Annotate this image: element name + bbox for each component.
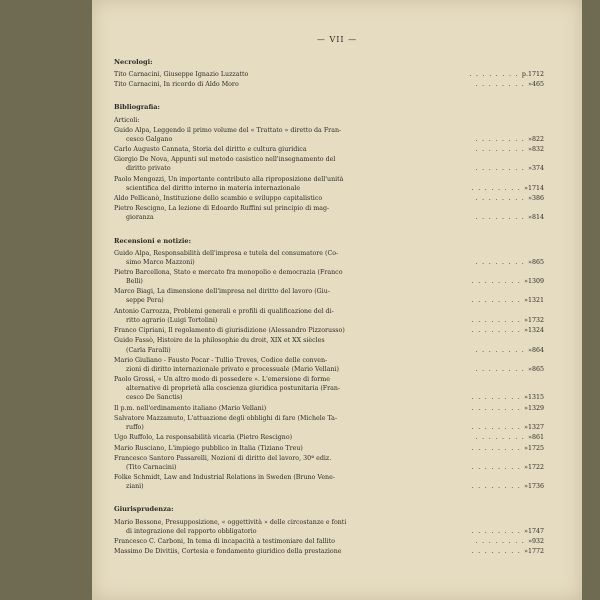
leader-dots: . . . . . . . . xyxy=(471,278,522,286)
entry-text-block xyxy=(114,444,486,453)
page-prefix: » xyxy=(524,184,528,192)
toc-entry xyxy=(114,268,544,286)
page-number: 465 xyxy=(531,81,544,89)
entry-text: Mario Bessone, Presupposizione, « oggettività » delle circostanze e fonti xyxy=(114,518,347,526)
page-reference xyxy=(471,287,544,305)
leader-dots: . . . . . . . . xyxy=(471,424,522,431)
toc-entry xyxy=(114,194,544,203)
entry-continuation: alternative di proprietà alla coscienza giuridica postunitaria (Fran- xyxy=(126,385,341,393)
toc-entry xyxy=(114,287,544,305)
entry-text-block xyxy=(114,433,486,442)
entry-text: Mario Rusciano, L'impiego pubblico in Italia (Tiziano Treu) xyxy=(114,444,303,452)
page-number: 1722 xyxy=(527,463,544,471)
page-reference xyxy=(475,336,544,354)
leader-dots: . . . . . . . . xyxy=(471,444,522,452)
toc-entry xyxy=(114,537,544,546)
page-reference xyxy=(471,175,544,193)
toc-entry xyxy=(114,444,544,453)
entry-text-block xyxy=(114,145,486,154)
page-header: — VII — xyxy=(316,35,358,44)
page-reference xyxy=(475,155,544,173)
entry-continuation: (Tito Carnacini) xyxy=(126,463,177,471)
entry-text-block xyxy=(114,518,486,536)
entry-text: Mario Giuliano - Fausto Pocar - Tullio Treves, Codice delle conven- xyxy=(114,356,328,364)
leader-dots: . . . . . . . . xyxy=(471,184,522,192)
page-number: 1321 xyxy=(527,297,544,305)
toc-entry xyxy=(114,454,544,472)
entry-text: Massimo De Divitiis, Cortesia e fondamento giuridico della prestazione xyxy=(114,548,342,556)
page-prefix: » xyxy=(524,463,528,471)
page-prefix: » xyxy=(528,258,532,266)
leader-dots: . . . . . . . . xyxy=(471,463,522,471)
page-reference xyxy=(471,414,544,432)
entry-continuation: (Carla Faralli) xyxy=(126,346,171,354)
entry-text-block xyxy=(114,155,486,173)
entry-text: Guido Alpa, Responsabilità dell'impresa e tutela del consumatore (Co- xyxy=(114,249,339,257)
page-number: 1327 xyxy=(527,424,544,431)
page-reference xyxy=(475,194,544,203)
page-number: 822 xyxy=(531,135,544,143)
toc-entry xyxy=(114,433,544,442)
entry-text-block xyxy=(114,454,486,472)
section-title: Necrologi: xyxy=(114,58,153,66)
page-reference xyxy=(475,145,544,154)
leader-dots: . . . . . . . . xyxy=(471,297,522,305)
page-reference xyxy=(475,126,544,144)
page-number: 386 xyxy=(531,195,544,203)
entry-continuation: simo Marco Mazzoni) xyxy=(126,258,195,266)
page-reference xyxy=(475,249,544,267)
leader-dots: . . . . . . . . xyxy=(475,258,526,266)
entry-text-block xyxy=(114,194,486,203)
entry-text: Tito Carnacini, Giuseppe Ignazio Luzzatto xyxy=(114,71,249,79)
leader-dots: . . . . . . . . xyxy=(475,135,526,143)
page-number: 1712 xyxy=(527,71,544,79)
toc-entry xyxy=(114,249,544,267)
leader-dots: . . . . . . . . xyxy=(475,195,526,203)
toc-entry xyxy=(114,375,544,402)
entry-text: Franco Cipriani, Il regolamento di giurisdizione (Alessandro Pizzorusso) xyxy=(114,327,345,335)
page-prefix: » xyxy=(528,165,532,173)
leader-dots: . . . . . . . . xyxy=(471,394,522,402)
page-reference xyxy=(475,433,544,442)
entry-continuation: gioranza xyxy=(126,214,154,222)
page-prefix: » xyxy=(528,434,532,442)
page-prefix: » xyxy=(524,527,528,535)
leader-dots: . . . . . . . . xyxy=(475,434,526,442)
section-title: Bibliografia: xyxy=(114,103,160,112)
entry-continuation: ritto agrario (Luigi Tortolini) xyxy=(126,316,218,324)
entry-text-block xyxy=(114,307,486,325)
entry-text: Pietro Rescigno, La lezione di Edoardo Ruffini sul principio di mag- xyxy=(114,205,330,213)
entry-text-block xyxy=(114,404,486,413)
section-title: Recensioni e notizie: xyxy=(114,236,192,245)
page-reference xyxy=(471,444,544,453)
page-reference xyxy=(475,204,544,222)
leader-dots: . . . . . . . . xyxy=(471,548,522,556)
toc-entry xyxy=(114,145,544,154)
page-reference xyxy=(471,518,544,536)
page-reference xyxy=(471,454,544,472)
page-prefix: » xyxy=(528,81,532,89)
entry-text: Guido Fassò, Histoire de la philosophie du droit, XIX et XX siècles xyxy=(114,337,325,345)
toc-entry xyxy=(114,404,544,413)
section-subhead: Articoli: xyxy=(114,116,140,124)
page-reference xyxy=(471,326,544,335)
entry-continuation: diritto privato xyxy=(126,165,171,173)
toc-entry xyxy=(114,356,544,374)
leader-dots: . . . . . . . . xyxy=(471,527,522,535)
leader-dots: . . . . . . . . xyxy=(475,165,526,173)
entry-text-block xyxy=(114,375,486,402)
page-prefix: » xyxy=(524,483,528,491)
page-number: 1732 xyxy=(527,316,544,324)
leader-dots: . . . . . . . . xyxy=(471,483,522,491)
page-prefix: p. xyxy=(521,71,528,79)
entry-continuation: cesco Galgano xyxy=(126,135,173,143)
entry-text: Paolo Mengozzi, Un importante contributo alla riproposizione dell'unità xyxy=(114,175,344,183)
toc-entry xyxy=(114,126,544,144)
entry-text-block xyxy=(114,126,486,144)
page-prefix: » xyxy=(524,404,528,412)
page-reference xyxy=(469,70,544,79)
page-number: 832 xyxy=(531,146,544,154)
entry-text: Folke Schmidt, Law and Industrial Relations in Sweden (Bruno Vene- xyxy=(114,474,335,482)
page-reference xyxy=(471,547,544,556)
entry-text-block xyxy=(114,70,486,79)
leader-dots: . . . . . . . . xyxy=(475,365,526,373)
page-prefix: » xyxy=(524,327,528,335)
entry-text-block xyxy=(114,249,486,267)
entry-text: Marco Biagi, La dimensione dell'impresa nel diritto del lavoro (Giu- xyxy=(114,288,330,296)
section-title: Giurisprudenza: xyxy=(114,505,174,514)
entry-text: Pietro Barcellona, Stato e mercato fra monopolio e democrazia (Franco xyxy=(114,269,343,276)
entry-continuation: ziani) xyxy=(126,483,144,491)
page-number: 1324 xyxy=(527,327,544,335)
page-number: 1736 xyxy=(527,483,544,491)
entry-text: Francesco Santoro Passarelli, Nozioni di diritto del lavoro, 30ª ediz. xyxy=(114,454,332,462)
document-page xyxy=(92,0,582,600)
page-number: 374 xyxy=(531,165,544,173)
entry-text: Francesco C. Carboni, In tema di incapacità a testimoniare del fallito xyxy=(114,537,335,545)
entry-text-block xyxy=(114,268,486,286)
toc-entry xyxy=(114,204,544,222)
page-reference xyxy=(471,473,544,491)
page-prefix: » xyxy=(528,195,532,203)
toc-entry xyxy=(114,175,544,193)
page-reference xyxy=(471,268,544,286)
page-reference xyxy=(471,307,544,325)
entry-text-block xyxy=(114,547,486,556)
entry-text-block xyxy=(114,537,486,546)
page-reference xyxy=(471,375,544,402)
page-number: 932 xyxy=(531,537,544,545)
entry-text: Paolo Grossi, « Un altro modo di possedere ». L'emersione di forme xyxy=(114,376,330,384)
toc-entry xyxy=(114,307,544,325)
page-number: 1309 xyxy=(527,278,544,286)
page-number: 1315 xyxy=(527,394,544,402)
toc-entry xyxy=(114,547,544,556)
leader-dots: . . . . . . . . xyxy=(475,346,526,354)
leader-dots: . . . . . . . . xyxy=(469,71,519,79)
page-reference xyxy=(475,80,544,89)
toc-entry xyxy=(114,473,544,491)
entry-text: Giorgio De Nova, Appunti sul metodo casistico nell'insegnamento del xyxy=(114,156,336,164)
page-number: 865 xyxy=(531,365,544,373)
page-reference xyxy=(475,356,544,374)
toc-entry xyxy=(114,70,544,79)
page-number: 861 xyxy=(531,434,544,442)
toc-entry xyxy=(114,414,544,432)
entry-text-block xyxy=(114,336,486,354)
page-prefix: » xyxy=(524,548,528,556)
page-prefix: » xyxy=(528,365,532,373)
entry-continuation: di integrazione del rapporto obbligatorio xyxy=(126,527,257,535)
entry-text-block xyxy=(114,326,486,335)
entry-continuation: ruffo) xyxy=(126,424,144,431)
page-prefix: » xyxy=(524,316,528,324)
page-number: 865 xyxy=(531,258,544,266)
leader-dots: . . . . . . . . xyxy=(475,146,526,154)
entry-text-block xyxy=(114,80,486,89)
page-number: 1747 xyxy=(527,527,544,535)
page-prefix: » xyxy=(528,214,532,222)
page-prefix: » xyxy=(528,346,532,354)
page-number: 1714 xyxy=(527,184,544,192)
entry-text: Il p.m. nell'ordinamento italiano (Mario Vellani) xyxy=(114,404,267,412)
page-prefix: » xyxy=(528,135,532,143)
entry-text-block xyxy=(114,287,486,305)
page-number: 864 xyxy=(531,346,544,354)
page-number: 1725 xyxy=(527,444,544,452)
leader-dots: . . . . . . . . xyxy=(471,327,522,335)
page-number: 1329 xyxy=(527,404,544,412)
entry-continuation: scientifica del diritto interno in materia internazionale xyxy=(126,184,301,192)
leader-dots: . . . . . . . . xyxy=(475,81,526,89)
entry-text: Guido Alpa, Leggendo il primo volume del « Trattato » diretto da Fran- xyxy=(114,126,342,134)
entry-text-block xyxy=(114,473,486,491)
entry-continuation: zioni di diritto internazionale privato e processuale (Mario Vellani) xyxy=(126,365,339,373)
leader-dots: . . . . . . . . xyxy=(475,537,526,545)
page-prefix: » xyxy=(524,394,528,402)
entry-text-block xyxy=(114,175,486,193)
entry-continuation: seppe Pera) xyxy=(126,297,164,305)
entry-text: Salvatore Mazzamuto, L'attuazione degli obblighi di fare (Michele Ta- xyxy=(114,414,338,422)
page-prefix: » xyxy=(528,537,532,545)
page-reference xyxy=(475,537,544,546)
page-prefix: » xyxy=(524,278,528,286)
table-of-contents xyxy=(114,58,544,557)
entry-text-block xyxy=(114,414,486,432)
entry-text: Ugo Ruffolo, La responsabilità vicaria (Pietro Rescigno) xyxy=(114,434,293,442)
entry-text: Antonio Carrozza, Problemi generali e profili di qualificazione del di- xyxy=(114,307,334,315)
toc-entry xyxy=(114,155,544,173)
entry-text: Aldo Pellicanò, Instituzione dello scambio e sviluppo capitalistico xyxy=(114,195,323,203)
toc-entry xyxy=(114,336,544,354)
leader-dots: . . . . . . . . xyxy=(475,214,526,222)
page-prefix: » xyxy=(524,297,528,305)
page-prefix: » xyxy=(524,444,528,452)
page-prefix: » xyxy=(528,146,532,154)
toc-entry xyxy=(114,518,544,536)
page-number: 1772 xyxy=(527,548,544,556)
entry-text: Carlo Augusto Cannata, Storia del diritto e cultura giuridica xyxy=(114,146,307,154)
entry-continuation: cesco De Sanctis) xyxy=(126,394,183,402)
leader-dots: . . . . . . . . xyxy=(471,404,522,412)
entry-continuation: Belli) xyxy=(126,278,143,286)
page-number: 814 xyxy=(531,214,544,222)
page-reference xyxy=(471,404,544,413)
entry-text-block xyxy=(114,356,486,374)
entry-text: Tito Carnacini, In ricordo di Aldo Moro xyxy=(114,81,239,89)
toc-entry xyxy=(114,80,544,89)
toc-entry xyxy=(114,326,544,335)
entry-text-block xyxy=(114,204,486,222)
leader-dots: . . . . . . . . xyxy=(471,316,522,324)
page-prefix: » xyxy=(524,424,528,431)
